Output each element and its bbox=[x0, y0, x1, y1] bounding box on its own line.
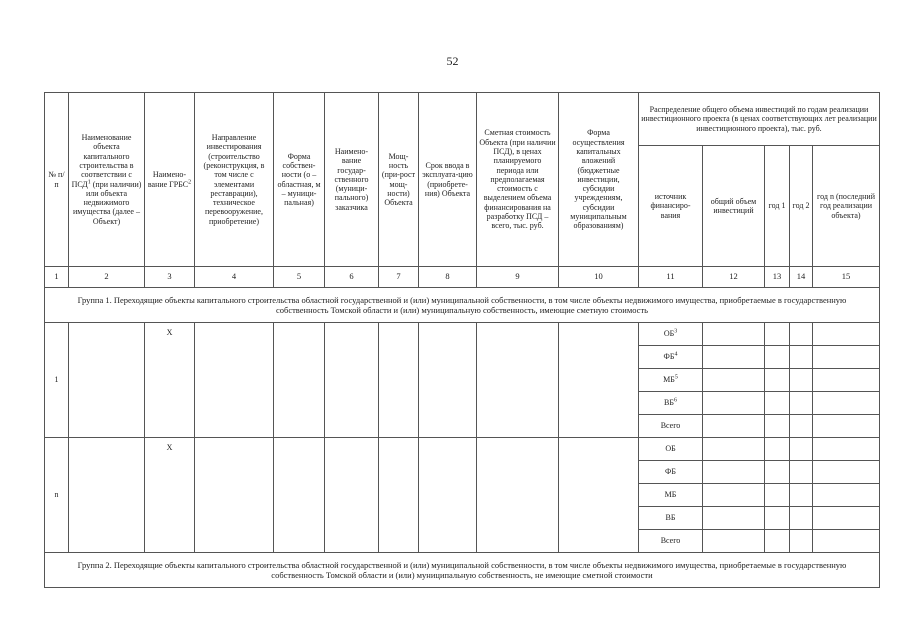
header-year2: год 2 bbox=[790, 146, 813, 267]
col-number: 13 bbox=[765, 267, 790, 288]
total-volume-cell bbox=[703, 346, 765, 369]
commissioning-cell bbox=[419, 323, 477, 438]
year1-cell bbox=[765, 507, 790, 530]
header-customer: Наимено-вание государ-ственного (муници-пального) заказчика bbox=[325, 93, 379, 267]
table-row bbox=[45, 438, 880, 461]
header-capacity: Мощ-ность (при-рост мощ-ности) Объекта bbox=[379, 93, 419, 267]
source-label: Всего bbox=[639, 415, 703, 438]
page-number: 52 bbox=[446, 54, 459, 68]
source-label: Всего bbox=[639, 530, 703, 553]
col-number: 2 bbox=[69, 267, 145, 288]
total-volume-cell bbox=[703, 415, 765, 438]
object-name-cell bbox=[69, 438, 145, 553]
year1-cell bbox=[765, 415, 790, 438]
ownership-cell bbox=[274, 323, 325, 438]
year-n-cell bbox=[813, 530, 880, 553]
col-number: 9 bbox=[477, 267, 559, 288]
header-distribution: Распределение общего объема инвестиций по годам реализации инвестиционного проекта (в ценах соответствующих лет реализации инвестиционного проекта), тыс. руб. bbox=[639, 93, 880, 146]
commissioning-cell bbox=[419, 438, 477, 553]
year2-cell bbox=[790, 484, 813, 507]
object-name-cell bbox=[69, 323, 145, 438]
total-volume-cell bbox=[703, 323, 765, 346]
year1-cell bbox=[765, 346, 790, 369]
customer-cell bbox=[325, 438, 379, 553]
direction-cell bbox=[195, 323, 274, 438]
year1-cell bbox=[765, 323, 790, 346]
header-num: № п/п bbox=[45, 93, 69, 267]
year1-cell bbox=[765, 392, 790, 415]
capacity-cell bbox=[379, 438, 419, 553]
header-source: источник финансиро-вания bbox=[639, 146, 703, 267]
source-label: ВБ bbox=[639, 507, 703, 530]
investment-form-cell bbox=[559, 438, 639, 553]
col-number: 8 bbox=[419, 267, 477, 288]
col-number: 4 bbox=[195, 267, 274, 288]
year2-cell bbox=[790, 530, 813, 553]
year1-cell bbox=[765, 438, 790, 461]
total-volume-cell bbox=[703, 392, 765, 415]
source-label: МБ bbox=[639, 484, 703, 507]
col-number: 6 bbox=[325, 267, 379, 288]
header-year1: год 1 bbox=[765, 146, 790, 267]
col-number: 14 bbox=[790, 267, 813, 288]
grbs-cell: Х bbox=[145, 323, 195, 438]
direction-cell bbox=[195, 438, 274, 553]
header-row bbox=[45, 93, 880, 146]
year-n-cell bbox=[813, 346, 880, 369]
total-volume-cell bbox=[703, 484, 765, 507]
grbs-cell: Х bbox=[145, 438, 195, 553]
estimated-cost-cell bbox=[477, 323, 559, 438]
year-n-cell bbox=[813, 438, 880, 461]
total-volume-cell bbox=[703, 461, 765, 484]
year2-cell bbox=[790, 369, 813, 392]
year2-cell bbox=[790, 415, 813, 438]
year-n-cell bbox=[813, 369, 880, 392]
col-number: 10 bbox=[559, 267, 639, 288]
ownership-cell bbox=[274, 438, 325, 553]
source-label: ОБ bbox=[639, 438, 703, 461]
source-label: $ВБ^6$ bbox=[639, 392, 703, 415]
table-row bbox=[45, 323, 880, 346]
header-direction: Направление инвестирования (строительство (реконструкция, в том числе с элементами реставрации), техническое перевооружение, приобретение) bbox=[195, 93, 274, 267]
source-label: $МБ^5$ bbox=[639, 369, 703, 392]
estimated-cost-cell bbox=[477, 438, 559, 553]
header-total-volume: общий объем инвестиций bbox=[703, 146, 765, 267]
source-label: ФБ bbox=[639, 461, 703, 484]
col-number: 1 bbox=[45, 267, 69, 288]
year2-cell bbox=[790, 438, 813, 461]
source-label: $ОБ^3$ bbox=[639, 323, 703, 346]
year-n-cell bbox=[813, 507, 880, 530]
group-row bbox=[45, 288, 880, 323]
col-number: 11 bbox=[639, 267, 703, 288]
year-n-cell bbox=[813, 392, 880, 415]
year1-cell bbox=[765, 461, 790, 484]
header-object-name: Наименование объекта капитального строительства в соответствии с ПСД$^1$ (при наличии) или объекта недвижимого имущества (далее – Объект) bbox=[69, 93, 145, 267]
col-number: 5 bbox=[274, 267, 325, 288]
customer-cell bbox=[325, 323, 379, 438]
year-n-cell bbox=[813, 484, 880, 507]
year-n-cell bbox=[813, 461, 880, 484]
year-n-cell bbox=[813, 323, 880, 346]
header-investment-form: Форма осуществления капитальных вложений (бюджетные инвестиции, субсидии учреждениям, субсидии муниципальным образованиям) bbox=[559, 93, 639, 267]
total-volume-cell bbox=[703, 438, 765, 461]
year1-cell bbox=[765, 369, 790, 392]
year2-cell bbox=[790, 507, 813, 530]
investment-table bbox=[44, 92, 880, 588]
col-number: 15 bbox=[813, 267, 880, 288]
total-volume-cell bbox=[703, 530, 765, 553]
column-number-row bbox=[45, 267, 880, 288]
group-1-title: Группа 1. Переходящие объекты капитального строительства областной государственной и (или) муниципальной собственности, в том числе объекты недвижимого имущества, приобретаемые в государственную собственность Томской области и (или) муниципальную собственность, имеющие сметную стоимость bbox=[45, 288, 880, 323]
header-ownership: Форма собствен-ности (о – областная, м – муници-пальная) bbox=[274, 93, 325, 267]
row-number: 1 bbox=[45, 323, 69, 438]
header-grbs: Наимено-вание ГРБС$^2$ bbox=[145, 93, 195, 267]
row-number: n bbox=[45, 438, 69, 553]
year2-cell bbox=[790, 392, 813, 415]
year2-cell bbox=[790, 461, 813, 484]
header-commissioning: Срок ввода в эксплуата-цию (приобрете-ния) Объекта bbox=[419, 93, 477, 267]
total-volume-cell bbox=[703, 507, 765, 530]
total-volume-cell bbox=[703, 369, 765, 392]
year-n-cell bbox=[813, 415, 880, 438]
header-year-n: год n (последний год реализации объекта) bbox=[813, 146, 880, 267]
year1-cell bbox=[765, 484, 790, 507]
year2-cell bbox=[790, 346, 813, 369]
capacity-cell bbox=[379, 323, 419, 438]
source-label: $ФБ^4$ bbox=[639, 346, 703, 369]
group-2-title: Группа 2. Переходящие объекты капитального строительства областной государственной и (или) муниципальной собственности, в том числе объекты недвижимого имущества, приобретаемые в государственную собственность Томской области и (или) муниципальную собственность, не имеющие сметной стоимости bbox=[45, 553, 880, 588]
investment-form-cell bbox=[559, 323, 639, 438]
col-number: 7 bbox=[379, 267, 419, 288]
group-row bbox=[45, 553, 880, 588]
header-estimated-cost: Сметная стоимость Объекта (при наличии ПСД), в ценах планируемого периода или предполагаемая стоимость с выделением объема финансирования на разработку ПСД – всего, тыс. руб. bbox=[477, 93, 559, 267]
col-number: 3 bbox=[145, 267, 195, 288]
col-number: 12 bbox=[703, 267, 765, 288]
year1-cell bbox=[765, 530, 790, 553]
year2-cell bbox=[790, 323, 813, 346]
